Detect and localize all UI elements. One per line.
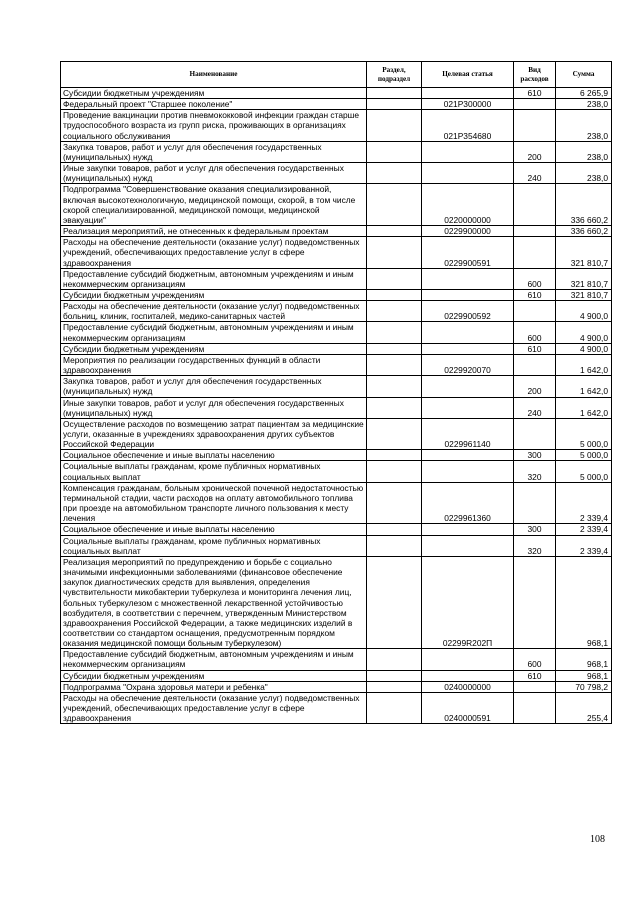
- cell-sum: 336 660,2: [556, 226, 612, 237]
- cell-sum: 4 900,0: [556, 301, 612, 322]
- cell-target: [422, 88, 514, 99]
- cell-target: [422, 163, 514, 184]
- cell-name: Закупка товаров, работ и услуг для обеспечения государственных (муниципальных) нужд: [61, 141, 367, 162]
- table-row: [61, 88, 612, 99]
- cell-section: [367, 397, 422, 418]
- cell-sum: 321 810,7: [556, 237, 612, 268]
- cell-target: 021Р300000: [422, 99, 514, 110]
- cell-sum: 968,1: [556, 649, 612, 670]
- cell-target: 0229900000: [422, 226, 514, 237]
- cell-type: 200: [514, 141, 556, 162]
- cell-target: [422, 141, 514, 162]
- cell-name: Субсидии бюджетным учреждениям: [61, 289, 367, 300]
- cell-name: Субсидии бюджетным учреждениям: [61, 343, 367, 354]
- table-row: [61, 226, 612, 237]
- cell-type: 610: [514, 289, 556, 300]
- cell-name: Компенсация гражданам, больным хронической почечной недостаточностью терминальной стадии, части расходов на оплату автомобильного топлива при проезде на автомобильном транспорте личного пользования к месту лечения: [61, 482, 367, 524]
- cell-target: [422, 649, 514, 670]
- table-row: [61, 354, 612, 375]
- cell-name: Подпрограмма "Совершенствование оказания специализированной, включая высокотехнологичную, медицинской помощи, скорой, в том числе скорой специализированной, медицинской помощи, медицинской эвакуации": [61, 184, 367, 226]
- table-row: [61, 301, 612, 322]
- table-row: [61, 184, 612, 226]
- table-row: [61, 343, 612, 354]
- cell-section: [367, 670, 422, 681]
- cell-type: [514, 110, 556, 141]
- cell-section: [367, 461, 422, 482]
- cell-name: Реализация мероприятий по предупреждению и борьбе с социально значимыми инфекционными заболеваниями (финансовое обеспечение закупок диагностических средств для выявления, определения чувствительности микобактерии туберкулеза и мониторинга лечения лиц, больных туберкулезом с множественной лекарственной устойчивостью возбудителя, в соответствии с перечнем, утвержденным Министерством здравоохранения Российской Федерации, а также медицинских изделий в соответствии со стандартом оснащения, предусмотренным порядком оказания медицинской помощи больным туберкулезом): [61, 556, 367, 648]
- cell-name: Социальные выплаты гражданам, кроме публичных нормативных социальных выплат: [61, 535, 367, 556]
- table-row: [61, 482, 612, 524]
- cell-sum: 238,0: [556, 99, 612, 110]
- table-row: [61, 535, 612, 556]
- cell-sum: 5 000,0: [556, 418, 612, 449]
- header-sum: Сумма: [556, 62, 612, 88]
- table-row: [61, 268, 612, 289]
- cell-name: Осуществление расходов по возмещению затрат пациентам за медицинские услуги, оказанные в учреждениях здравоохранения других субъектов Российской Федерации: [61, 418, 367, 449]
- cell-section: [367, 99, 422, 110]
- cell-sum: 2 339,4: [556, 524, 612, 535]
- cell-target: 0220000000: [422, 184, 514, 226]
- table-row: [61, 692, 612, 723]
- cell-type: [514, 556, 556, 648]
- cell-section: [367, 268, 422, 289]
- cell-target: 0229900591: [422, 237, 514, 268]
- cell-type: [514, 482, 556, 524]
- cell-name: Предоставление субсидий бюджетным, автономным учреждениям и иным некоммерческим организациям: [61, 322, 367, 343]
- cell-section: [367, 141, 422, 162]
- cell-type: 610: [514, 670, 556, 681]
- cell-name: Социальное обеспечение и иные выплаты населению: [61, 524, 367, 535]
- cell-sum: 238,0: [556, 141, 612, 162]
- cell-name: Социальное обеспечение и иные выплаты населению: [61, 450, 367, 461]
- cell-type: [514, 354, 556, 375]
- cell-type: 240: [514, 163, 556, 184]
- cell-type: [514, 681, 556, 692]
- cell-section: [367, 88, 422, 99]
- cell-section: [367, 450, 422, 461]
- cell-sum: 5 000,0: [556, 461, 612, 482]
- cell-type: [514, 418, 556, 449]
- cell-type: 300: [514, 524, 556, 535]
- cell-name: Закупка товаров, работ и услуг для обеспечения государственных (муниципальных) нужд: [61, 376, 367, 397]
- cell-target: [422, 376, 514, 397]
- table-row: [61, 376, 612, 397]
- cell-section: [367, 354, 422, 375]
- cell-target: [422, 670, 514, 681]
- table-row: [61, 397, 612, 418]
- table-row: [61, 524, 612, 535]
- cell-name: Иные закупки товаров, работ и услуг для обеспечения государственных (муниципальных) нужд: [61, 397, 367, 418]
- cell-name: Субсидии бюджетным учреждениям: [61, 670, 367, 681]
- cell-section: [367, 237, 422, 268]
- cell-target: [422, 450, 514, 461]
- cell-name: Предоставление субсидий бюджетным, автономным учреждениям и иным некоммерческим организациям: [61, 268, 367, 289]
- cell-name: Расходы на обеспечение деятельности (оказание услуг) подведомственных больниц, клиник, госпиталей, медико-санитарных частей: [61, 301, 367, 322]
- cell-section: [367, 343, 422, 354]
- cell-sum: 70 798,2: [556, 681, 612, 692]
- cell-name: Мероприятия по реализации государственных функций в области здравоохранения: [61, 354, 367, 375]
- header-section: Раздел, подраздел: [367, 62, 422, 88]
- cell-type: [514, 301, 556, 322]
- cell-type: 200: [514, 376, 556, 397]
- cell-type: 320: [514, 535, 556, 556]
- cell-target: 0229920070: [422, 354, 514, 375]
- cell-target: 0229900592: [422, 301, 514, 322]
- cell-sum: 6 265,9: [556, 88, 612, 99]
- cell-sum: 5 000,0: [556, 450, 612, 461]
- table-row: [61, 461, 612, 482]
- header-target: Целевая статья: [422, 62, 514, 88]
- cell-type: 600: [514, 322, 556, 343]
- cell-section: [367, 535, 422, 556]
- cell-type: 240: [514, 397, 556, 418]
- cell-target: 0240000591: [422, 692, 514, 723]
- cell-section: [367, 226, 422, 237]
- table-row: [61, 450, 612, 461]
- cell-section: [367, 692, 422, 723]
- budget-table: [60, 61, 612, 724]
- cell-type: 610: [514, 343, 556, 354]
- cell-sum: 1 642,0: [556, 376, 612, 397]
- cell-target: [422, 524, 514, 535]
- table-row: [61, 289, 612, 300]
- cell-section: [367, 649, 422, 670]
- table-header-row: [61, 62, 612, 88]
- table-row: [61, 322, 612, 343]
- cell-target: [422, 289, 514, 300]
- cell-type: 300: [514, 450, 556, 461]
- table-row: [61, 141, 612, 162]
- cell-section: [367, 556, 422, 648]
- table-body: [61, 88, 612, 724]
- cell-sum: 238,0: [556, 163, 612, 184]
- cell-section: [367, 376, 422, 397]
- table-row: [61, 649, 612, 670]
- table-row: [61, 670, 612, 681]
- cell-sum: 336 660,2: [556, 184, 612, 226]
- cell-sum: 238,0: [556, 110, 612, 141]
- cell-target: 0229961360: [422, 482, 514, 524]
- table-row: [61, 99, 612, 110]
- header-type: Вид расходов: [514, 62, 556, 88]
- cell-name: Иные закупки товаров, работ и услуг для обеспечения государственных (муниципальных) нужд: [61, 163, 367, 184]
- cell-sum: 1 642,0: [556, 397, 612, 418]
- cell-name: Реализация мероприятий, не отнесенных к федеральным проектам: [61, 226, 367, 237]
- cell-target: 021Р354680: [422, 110, 514, 141]
- cell-section: [367, 163, 422, 184]
- cell-section: [367, 524, 422, 535]
- cell-name: Подпрограмма "Охрана здоровья матери и ребенка": [61, 681, 367, 692]
- cell-sum: 1 642,0: [556, 354, 612, 375]
- cell-target: 0240000000: [422, 681, 514, 692]
- table-row: [61, 556, 612, 648]
- cell-name: Федеральный проект "Старшее поколение": [61, 99, 367, 110]
- cell-type: [514, 226, 556, 237]
- table-row: [61, 681, 612, 692]
- cell-sum: 968,1: [556, 670, 612, 681]
- cell-name: Расходы на обеспечение деятельности (оказание услуг) подведомственных учреждений, обеспечивающих предоставление услуг в сфере здравоохранения: [61, 692, 367, 723]
- cell-section: [367, 289, 422, 300]
- cell-sum: 4 900,0: [556, 322, 612, 343]
- cell-target: [422, 461, 514, 482]
- cell-name: Проведение вакцинации против пневмококковой инфекции граждан старше трудоспособного возраста из групп риска, проживающих в организациях социального обслуживания: [61, 110, 367, 141]
- cell-sum: 2 339,4: [556, 482, 612, 524]
- header-name: Наименование: [61, 62, 367, 88]
- table-row: [61, 237, 612, 268]
- cell-section: [367, 184, 422, 226]
- cell-target: [422, 343, 514, 354]
- cell-target: 02299R202П: [422, 556, 514, 648]
- cell-sum: 255,4: [556, 692, 612, 723]
- cell-section: [367, 482, 422, 524]
- table-row: [61, 110, 612, 141]
- page-number: 108: [590, 834, 605, 845]
- cell-section: [367, 301, 422, 322]
- cell-type: [514, 99, 556, 110]
- cell-type: 610: [514, 88, 556, 99]
- cell-name: Предоставление субсидий бюджетным, автономным учреждениям и иным некоммерческим организациям: [61, 649, 367, 670]
- cell-name: Расходы на обеспечение деятельности (оказание услуг) подведомственных учреждений, обеспечивающих предоставление услуг в сфере здравоохранения: [61, 237, 367, 268]
- table-row: [61, 163, 612, 184]
- cell-target: [422, 268, 514, 289]
- cell-type: 600: [514, 268, 556, 289]
- cell-type: 320: [514, 461, 556, 482]
- cell-target: 0229961140: [422, 418, 514, 449]
- cell-target: [422, 322, 514, 343]
- cell-target: [422, 397, 514, 418]
- cell-sum: 2 339,4: [556, 535, 612, 556]
- cell-type: [514, 692, 556, 723]
- cell-type: 600: [514, 649, 556, 670]
- cell-sum: 321 810,7: [556, 268, 612, 289]
- cell-section: [367, 322, 422, 343]
- cell-sum: 321 810,7: [556, 289, 612, 300]
- cell-name: Субсидии бюджетным учреждениям: [61, 88, 367, 99]
- cell-section: [367, 110, 422, 141]
- cell-section: [367, 681, 422, 692]
- table-row: [61, 418, 612, 449]
- cell-type: [514, 184, 556, 226]
- cell-name: Социальные выплаты гражданам, кроме публичных нормативных социальных выплат: [61, 461, 367, 482]
- cell-sum: 4 900,0: [556, 343, 612, 354]
- cell-section: [367, 418, 422, 449]
- cell-target: [422, 535, 514, 556]
- cell-sum: 968,1: [556, 556, 612, 648]
- cell-type: [514, 237, 556, 268]
